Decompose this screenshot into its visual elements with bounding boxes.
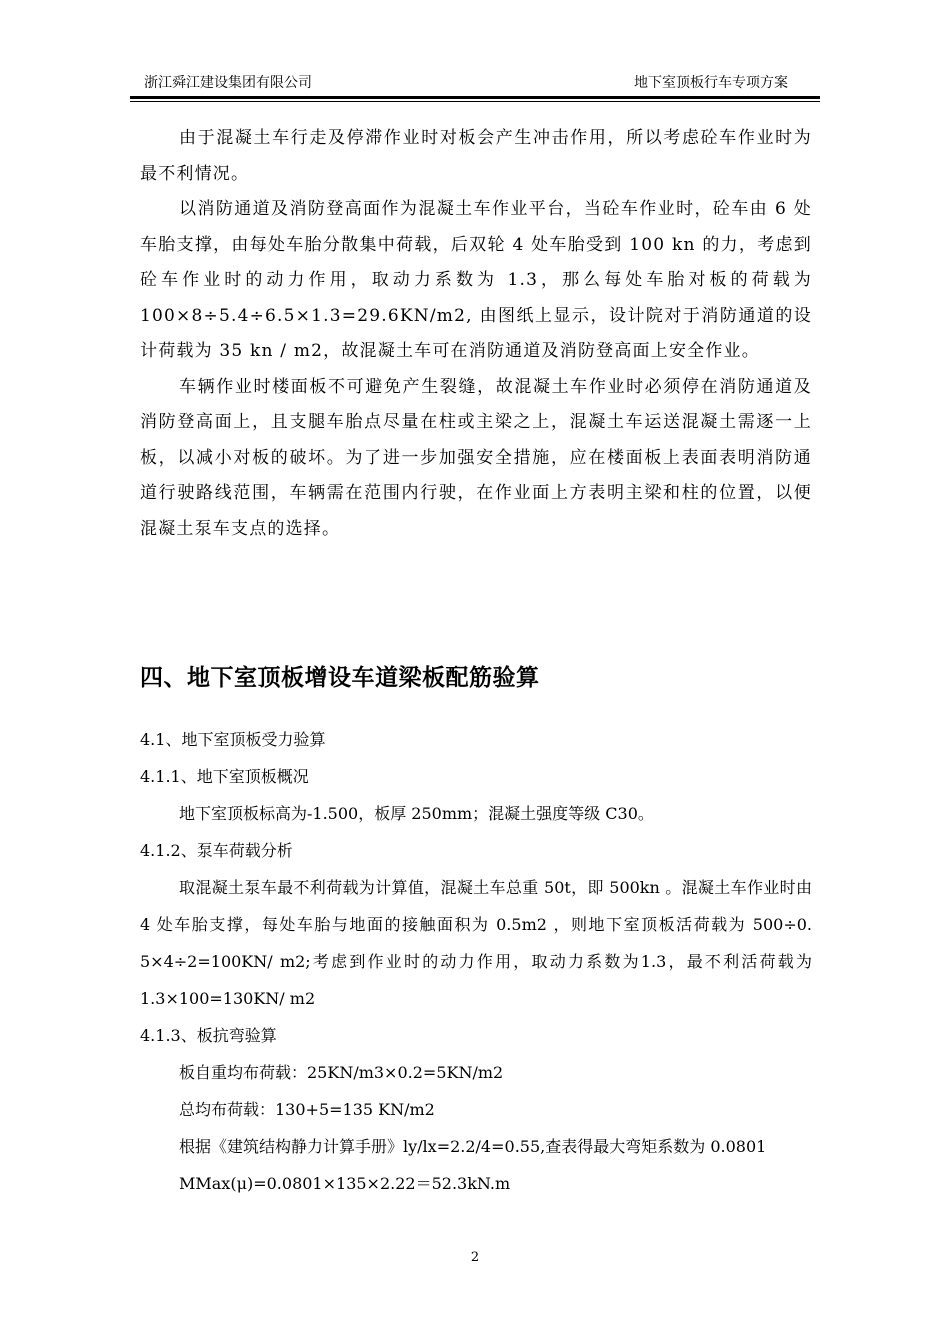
pump-load-text: 取混凝土泵车最不利荷载为计算值，混凝土车总重 50t，即 500kn 。混凝土车作业时由 4 处车胎支撑，每处车胎与地面的接触面积为 0.5m2 ，则地下室顶板活荷载为 500÷0. 5×4÷2=100KN/ m2;考虑到作业时的动力作用，取动力系数为1.3，最不利活荷载为 1.3×100=130KN/ m2 <box>140 878 812 1008</box>
subsection-4-1-1: 4.1.1、地下室顶板概况 <box>140 767 309 786</box>
moment-coefficient-line: 根据《建筑结构静力计算手册》ly/lx=2.2/4=0.55,查表得最大弯矩系数为 0.0801 <box>179 1137 767 1156</box>
page-content <box>140 121 812 1193</box>
paragraph-load-calc: 以消防通道及消防登高面作为混凝土车作业平台，当砼车作业时，砼车由 6 处车胎支撑，由每处车胎分散集中荷载，后双轮 4 处车胎受到 100 kn 的力，考虑到砼车作业时的动力作用，取动力系数为 1.3，那么每处车胎对板的荷载为 100×8÷5.4÷6.5×1.3=29.6KN/m2, 由图纸上显示，设计院对于消防通道的设计荷载为 35 kn / m2，故混凝土车可在消防通道及消防登高面上安全作业。 <box>140 199 812 361</box>
header-rule-thick <box>130 96 820 99</box>
page-number: 2 <box>470 1250 480 1265</box>
page-header <box>138 66 820 96</box>
total-load-line: 总均布荷载：130+5=135 KN/m2 <box>179 1100 435 1119</box>
header-doc-title: 地下室顶板行车专项方案 <box>634 75 788 91</box>
header-rule-thin <box>130 101 820 102</box>
subsection-4-1-3: 4.1.3、板抗弯验算 <box>140 1026 277 1045</box>
section-4-body <box>140 721 812 1202</box>
header-company: 浙江舜江建设集团有限公司 <box>144 75 312 91</box>
paragraph-impact: 由于混凝土车行走及停滞作业时对板会产生冲击作用，所以考虑砼车作业时为最不利情况。 <box>140 128 812 184</box>
self-weight-line: 板自重均布荷载：25KN/m3×0.2=5KN/m2 <box>179 1063 504 1082</box>
slab-overview-text: 地下室顶板标高为-1.500，板厚 250mm；混凝土强度等级 C30。 <box>179 804 654 823</box>
subsection-4-1: 4.1、地下室顶板受力验算 <box>140 730 326 749</box>
max-moment-line: MMax(μ)=0.0801×135×2.22＝52.3kN.m <box>179 1174 511 1193</box>
subsection-4-1-2: 4.1.2、泵车荷载分析 <box>140 841 293 860</box>
paragraph-cracking: 车辆作业时楼面板不可避免产生裂缝，故混凝土车作业时必须停在消防通道及消防登高面上，且支腿车胎点尽量在柱或主梁之上，混凝土车运送混凝土需逐一上板，以减小对板的破坏。为了进一步加强安全措施，应在楼面板上表面表明消防通道行驶路线范围，车辆需在范围内行驶，在作业面上方表明主梁和柱的位置，以便混凝土泵车支点的选择。 <box>140 376 812 539</box>
section-heading: 四、地下室顶板增设车道梁板配筋验算 <box>140 665 540 691</box>
